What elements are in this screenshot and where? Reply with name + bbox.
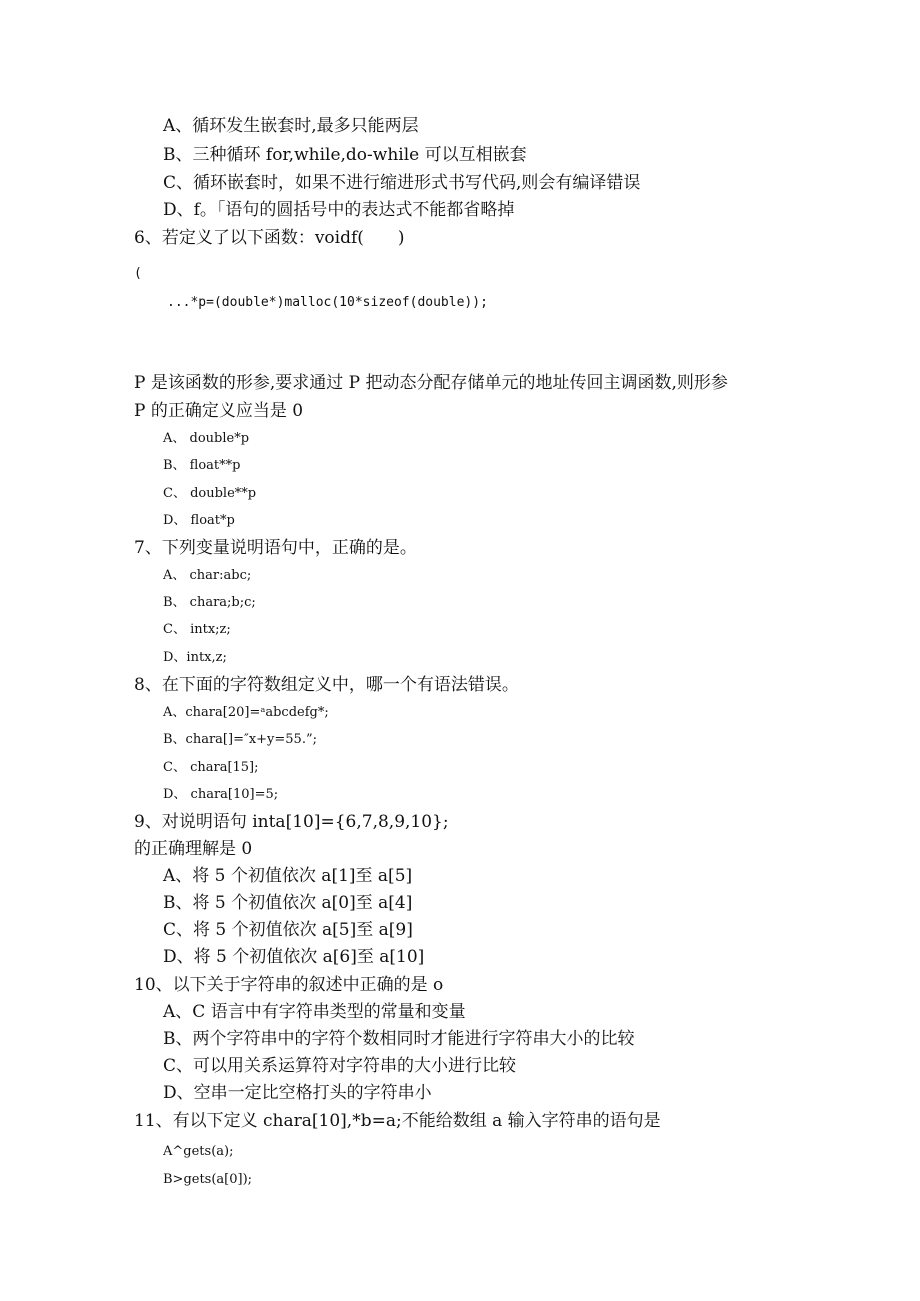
q7-option-c: C、 intx;z; xyxy=(163,622,231,637)
q5-option-b: B、三种循环 for,while,do-while 可以互相嵌套 xyxy=(163,145,527,165)
q10-option-c: C、可以用关系运算符对字符串的大小进行比较 xyxy=(163,1056,517,1076)
q11-option-a: A^gets(a); xyxy=(163,1144,234,1159)
q6-option-c: C、 double**p xyxy=(163,486,257,501)
q6-stem: 6、若定义了以下函数：voidf( ) xyxy=(134,228,405,248)
q9-option-a: A、将 5 个初值依次 a[1]至 a[5] xyxy=(163,866,413,886)
q9-option-d: D、将 5 个初值依次 a[6]至 a[10] xyxy=(163,947,425,967)
q11-option-b: B>gets(a[0]); xyxy=(163,1172,253,1187)
q10-stem: 10、以下关于字符串的叙述中正确的是 o xyxy=(134,975,444,995)
q9-option-b: B、将 5 个初值依次 a[0]至 a[4] xyxy=(163,893,413,913)
q7-stem: 7、下列变量说明语句中，正确的是。 xyxy=(134,538,417,558)
q6-option-d: D、 float*p xyxy=(163,513,235,528)
q9-option-c: C、将 5 个初值依次 a[5]至 a[9] xyxy=(163,920,413,940)
q5-option-a: A、循环发生嵌套时,最多只能两层 xyxy=(163,116,419,136)
q10-option-b: B、两个字符串中的字符个数相同时才能进行字符串大小的比较 xyxy=(163,1029,635,1049)
q10-option-d: D、空串一定比空格打头的字符串小 xyxy=(163,1083,432,1103)
q6-option-b: B、 float**p xyxy=(163,458,241,473)
q7-option-b: B、 chara;b;c; xyxy=(163,595,256,610)
q6-stem-continued-2: P 的正确定义应当是 0 xyxy=(134,401,304,421)
q5-option-d: D、f。「语句的圆括号中的表达式不能都省略掉 xyxy=(163,200,515,220)
q5-option-c: C、循环嵌套时，如果不进行缩进形式书写代码,则会有编译错误 xyxy=(163,173,641,193)
q6-code-line-2: ...*p=(double*)malloc(10*sizeof(double)); xyxy=(167,295,488,310)
q7-option-d: D、intx,z; xyxy=(163,650,227,665)
q8-stem: 8、在下面的字符数组定义中，哪一个有语法错误。 xyxy=(134,675,519,695)
q8-option-a: A、chara[20]=ᵃabcdefg*; xyxy=(163,705,329,720)
q11-stem: 11、有以下定义 chara[10],*b=a;不能给数组 a 输入字符串的语句是 xyxy=(134,1111,661,1131)
q6-stem-continued: P 是该函数的形参,要求通过 P 把动态分配存储单元的地址传回主调函数,则形参 xyxy=(134,373,728,393)
q6-code-line-1: ( xyxy=(134,266,142,281)
q9-stem-continued: 的正确理解是 0 xyxy=(134,839,253,859)
q8-option-b: B、chara[]=″x+y=55.”; xyxy=(163,732,317,747)
q9-stem: 9、对说明语句 inta[10]={6,7,8,9,10}; xyxy=(134,812,449,832)
q7-option-a: A、 char:abc; xyxy=(163,568,252,583)
q6-option-a: A、 double*p xyxy=(163,431,250,446)
q10-option-a: A、C 语言中有字符串类型的常量和变量 xyxy=(163,1002,466,1022)
q8-option-d: D、 chara[10]=5; xyxy=(163,787,279,802)
q8-option-c: C、 chara[15]; xyxy=(163,760,259,775)
